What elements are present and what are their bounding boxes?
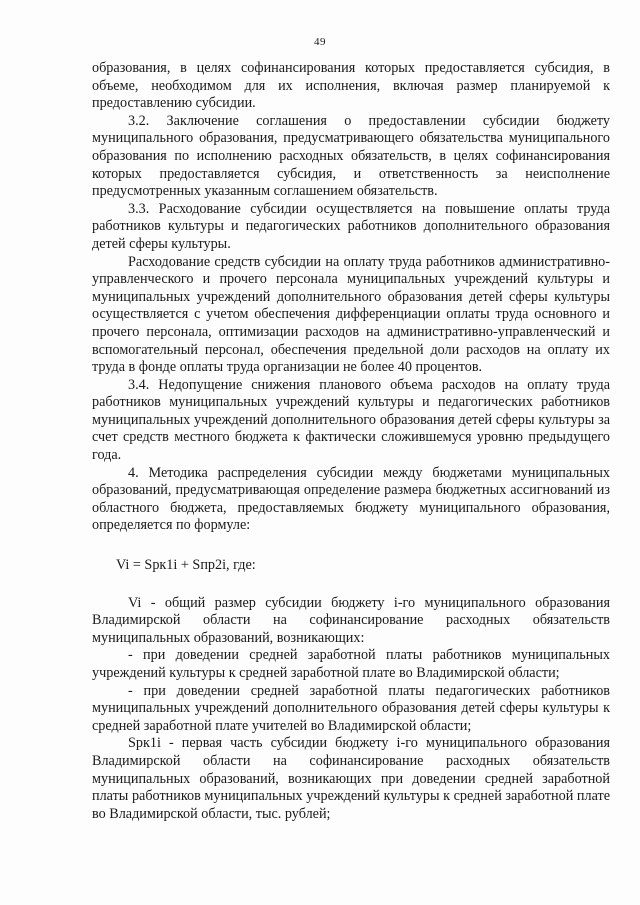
paragraph-spending-rules: Расходование средств субсидии на оплату труда работников административно-управленческого и прочего персонала муниципальных учреждений культуры и муниципальных учреждений дополнительного образования детей сферы культуры осуществляется с учетом обеспечения дифференциации оплаты труда основного и прочего персонала, оптимизации расходов на административно-управленческий и вспомогательный персонал, обеспечения предельной доли расходов на оплату их труда в фонде оплаты труда организации не более 40 процентов. — [92, 253, 610, 376]
page-number: 49 — [314, 36, 326, 48]
paragraph-clause-3-3: 3.3. Расходование субсидии осуществляется на повышение оплаты труда работников культуры и педагогических работников дополнительного образования детей сферы культуры. — [92, 200, 610, 252]
paragraph-spk1i-definition: Sрк1i - первая часть субсидии бюджету i-го муниципального образования Владимирской области на софинансирование расходных обязательств муниципальных образований, возникающих при доведении средней заработной платы работников муниципальных учреждений культуры к средней заработной плате во Владимирской области, тыс. рублей; — [92, 735, 610, 822]
paragraph-bullet-culture: - при доведении средней заработной платы работников муниципальных учреждений культуры к средней заработной плате во Владимирской области; — [92, 647, 610, 681]
paragraph-bullet-pedagogical: - при доведении средней заработной платы педагогических работников муниципальных учреждений дополнительного образования детей сферы культуры к средней заработной плате учителей во Владимирской области; — [92, 682, 610, 734]
paragraph-clause-4: 4. Методика распределения субсидии между бюджетами муниципальных образований, предусматривающая определение размера бюджетных ассигнований из областного бюджета, предоставляемых бюджету муниципального образования, определяется по формуле: — [92, 464, 610, 534]
paragraph-clause-3-2: 3.2. Заключение соглашения о предоставлении субсидии бюджету муниципального образования, предусматривающего обязательства муниципального образования по исполнению расходных обязательств, в целях софинансирования которых предоставляется субсидия, и ответственность за неисполнение предусмотренных указанным соглашением обязательств. — [92, 112, 610, 200]
document-body — [92, 60, 610, 823]
paragraph-clause-3-4: 3.4. Недопущение снижения планового объема расходов на оплату труда работников муниципальных учреждений культуры и педагогических работников муниципальных учреждений дополнительного образования детей сферы культуры за счет средств местного бюджета к фактически сложившемуся уровню предыдущего года. — [92, 376, 610, 464]
paragraph-continuation: образования, в целях софинансирования которых предоставляется субсидия, в объеме, необходимом для их исполнения, включая размер планируемой к предоставлению субсидии. — [92, 60, 610, 112]
paragraph-vi-definition: Vi - общий размер субсидии бюджету i-го муниципального образования Владимирской области на софинансирование расходных обязательств муниципальных образований, возникающих: — [92, 594, 610, 646]
formula: Vi = Sрк1i + Sпр2i, где: — [116, 557, 256, 574]
